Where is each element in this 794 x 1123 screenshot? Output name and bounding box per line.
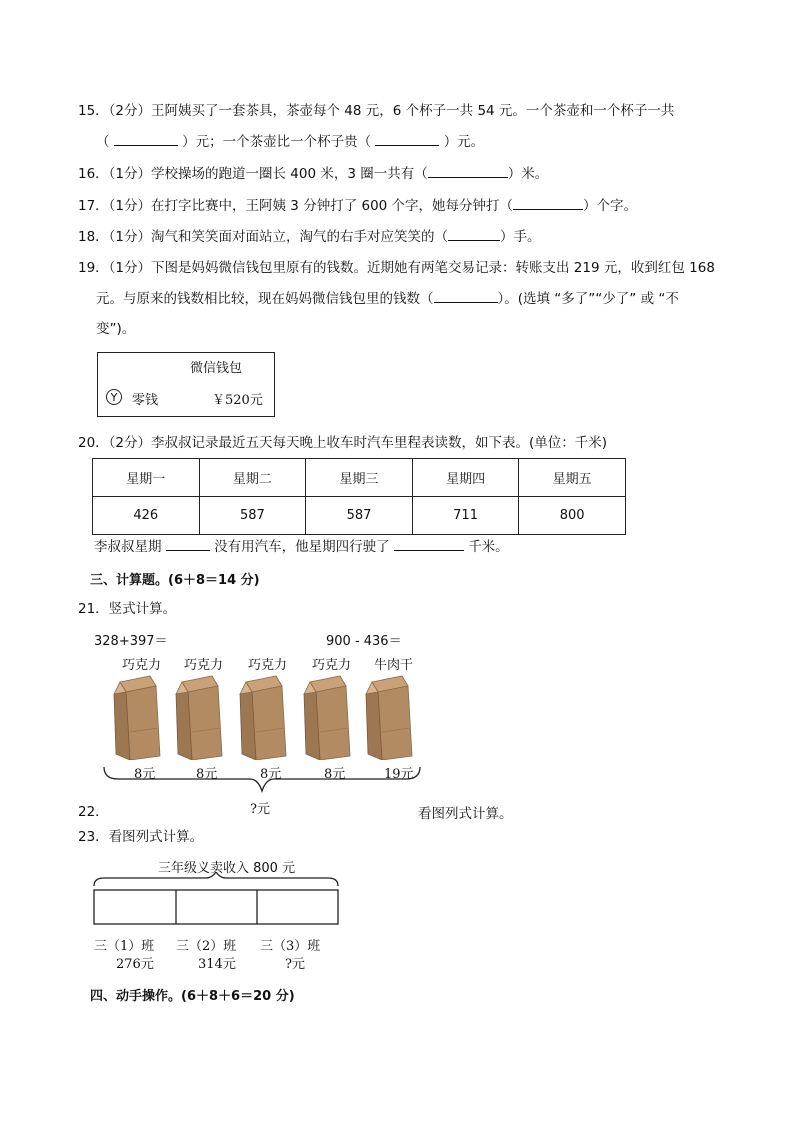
question-16: 16．（1分）学校操场的跑道一圈长 400 米，3 圈一共有（ ）米。 — [78, 163, 548, 184]
paper-bag-icon — [110, 672, 166, 760]
answer-blank-15a[interactable] — [114, 131, 178, 146]
question-19-line1: 19．（1分）下图是妈妈微信钱包里原有的钱数。近期她有两笔交易记录：转账支出 219 元，收到红包 168 — [78, 260, 715, 276]
item-name-label: 巧克力 — [312, 658, 352, 673]
question-15-line2: （ ）元；一个茶壶比一个杯子贵（ ）元。 — [96, 131, 484, 152]
item-name-label: 巧克力 — [184, 658, 224, 673]
expression-1: 328+397＝ — [94, 634, 168, 649]
paper-bag-icon — [172, 672, 228, 760]
total-label: ?元 — [250, 802, 270, 817]
table-cell: 426 — [93, 497, 200, 535]
answer-blank-20a[interactable] — [166, 536, 210, 551]
answer-blank-17[interactable] — [513, 195, 583, 210]
item-name-label: 巧克力 — [248, 658, 288, 673]
wallet-amount: ￥520元 — [212, 393, 263, 408]
item-price-label: 19元 — [384, 767, 414, 782]
item-price-label: 8元 — [134, 767, 156, 782]
class-2-amount: 314元 — [198, 957, 236, 972]
table-cell: 587 — [199, 497, 306, 535]
class-income-diagram — [90, 872, 342, 932]
total-brace — [100, 765, 426, 795]
question-21: 21．竖式计算。 — [78, 601, 177, 617]
table-cell: 800 — [519, 497, 626, 535]
table-header-cell: 星期一 — [93, 459, 200, 497]
table-header-cell: 星期五 — [519, 459, 626, 497]
item-price-label: 8元 — [260, 767, 282, 782]
expression-2: 900 - 436＝ — [326, 634, 402, 649]
question-22-number: 22． — [78, 804, 109, 820]
yuan-circle-icon: Y — [106, 389, 122, 405]
section-4-heading: 四、动手操作。(6＋8＋6＝20 分) — [90, 989, 295, 1004]
item-price-label: 8元 — [196, 767, 218, 782]
item-name-label: 巧克力 — [122, 658, 162, 673]
item-price-label: 8元 — [324, 767, 346, 782]
paper-bag-icon — [362, 672, 418, 760]
answer-blank-19[interactable] — [434, 288, 498, 303]
table-header-cell: 星期三 — [306, 459, 413, 497]
question-23: 23．看图列式计算。 — [78, 829, 204, 845]
brace-label: 三年级义卖收入 800 元 — [158, 861, 296, 876]
answer-blank-20b[interactable] — [394, 536, 464, 551]
class-1-name: 三（1）班 — [94, 939, 155, 954]
class-3-name: 三（3）班 — [260, 939, 321, 954]
paper-bag-icon — [236, 672, 292, 760]
wallet-card — [97, 352, 275, 417]
wallet-label: 零钱 — [132, 393, 159, 408]
section-3-heading: 三、计算题。(6＋8＝14 分) — [90, 573, 260, 588]
class-1-amount: 276元 — [116, 957, 154, 972]
table-header-cell: 星期四 — [412, 459, 519, 497]
question-15-line1: 15．（2分）王阿姨买了一套茶具，茶壶每个 48 元，6 个杯子一共 54 元。一个茶壶和一个杯子一共 — [78, 103, 675, 119]
question-19-line2: 元。与原来的钱数相比较，现在妈妈微信钱包里的钱数（ ）。(选填 “多了”“少了” 或 “不 — [96, 288, 679, 309]
answer-blank-15b[interactable] — [375, 131, 439, 146]
table-row — [93, 497, 626, 535]
item-name-label: 牛肉干 — [374, 658, 414, 673]
question-20: 20．（2分）李叔叔记录最近五天每天晚上收车时汽车里程表读数，如下表。(单位：千米) — [78, 435, 608, 451]
answer-blank-18[interactable] — [448, 226, 500, 241]
class-2-name: 三（2）班 — [176, 939, 237, 954]
class-3-amount: ?元 — [285, 957, 305, 972]
question-18: 18．（1分）淘气和笑笑面对面站立，淘气的右手对应笑笑的（ ）手。 — [78, 226, 541, 247]
answer-blank-16[interactable] — [428, 163, 508, 178]
question-22-instruction: 看图列式计算。 — [418, 806, 513, 822]
table-cell: 587 — [306, 497, 413, 535]
wallet-title: 微信钱包 — [190, 361, 243, 376]
paper-bag-icon — [300, 672, 356, 760]
question-20-fill: 李叔叔星期 没有用汽车，他星期四行驶了 千米。 — [94, 536, 509, 557]
mileage-table — [92, 458, 626, 535]
table-cell: 711 — [412, 497, 519, 535]
table-header-row — [93, 459, 626, 497]
table-header-cell: 星期二 — [199, 459, 306, 497]
question-17: 17．（1分）在打字比赛中，王阿姨 3 分钟打了 600 个字，她每分钟打（ ）个字。 — [78, 195, 637, 216]
question-19-line3: 变”)。 — [96, 321, 136, 337]
